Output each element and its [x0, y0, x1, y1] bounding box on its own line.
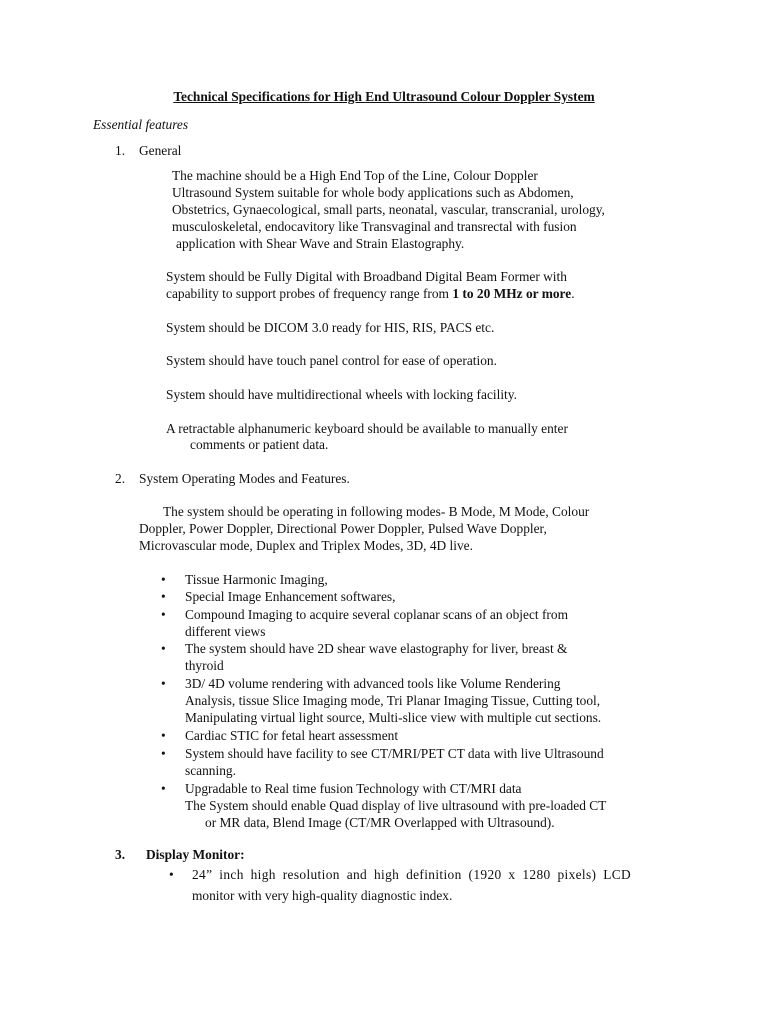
general-paragraph-line: Obstetrics, Gynaecological, small parts, neonatal, vascular, transcranial, urology,	[172, 202, 605, 217]
general-paragraph-line: musculoskeletal, endocavitory like Transvaginal and transrectal with fusion	[172, 219, 577, 234]
section-1-number: 1.	[115, 143, 126, 158]
frequency-range-period: .	[571, 286, 575, 301]
bullet-item-continuation: Manipulating virtual light source, Multi-slice view with multiple cut sections.	[185, 710, 602, 725]
modes-paragraph-line: The system should be operating in following modes- B Mode, M Mode, Colour	[163, 504, 590, 519]
bullet-item: 3D/ 4D volume rendering with advanced tools like Volume Rendering	[185, 676, 561, 691]
bullet-icon: •	[161, 728, 166, 743]
bullet-item: Compound Imaging to acquire several coplanar scans of an object from	[185, 607, 568, 622]
bullet-icon: •	[161, 676, 166, 691]
section-2-number: 2.	[115, 471, 126, 486]
display-monitor-line: 24” inch high resolution and high definition (1920 x 1280 pixels) LCD	[192, 867, 632, 882]
modes-paragraph-line: Doppler, Power Doppler, Directional Power Doppler, Pulsed Wave Doppler,	[139, 521, 547, 536]
frequency-range-text: capability to support probes of frequency range from	[166, 286, 453, 301]
bullet-icon: •	[161, 746, 166, 761]
dicom-line: System should be DICOM 3.0 ready for HIS, RIS, PACS etc.	[166, 320, 495, 335]
display-monitor-line: monitor with very high-quality diagnostic index.	[192, 888, 453, 903]
section-2-heading: System Operating Modes and Features.	[139, 471, 350, 486]
document-title: Technical Specifications for High End Ultrasound Colour Doppler System	[173, 89, 595, 104]
section-3-heading: Display Monitor:	[146, 847, 245, 862]
general-paragraph-line: application with Shear Wave and Strain Elastography.	[176, 236, 465, 251]
general-paragraph-line: The machine should be a High End Top of the Line, Colour Doppler	[172, 168, 538, 183]
quad-display-line: or MR data, Blend Image (CT/MR Overlapped with Ultrasound).	[205, 815, 555, 830]
keyboard-line: comments or patient data.	[190, 437, 329, 452]
digital-beam-former-line: System should be Fully Digital with Broadband Digital Beam Former with	[166, 269, 567, 284]
bullet-item: Cardiac STIC for fetal heart assessment	[185, 728, 399, 743]
frequency-range-line	[166, 285, 575, 302]
wheels-line: System should have multidirectional wheels with locking facility.	[166, 387, 517, 402]
bullet-item: The system should have 2D shear wave elastography for liver, breast &	[185, 641, 568, 656]
keyboard-line: A retractable alphanumeric keyboard should be available to manually enter	[166, 421, 568, 436]
bullet-item: Special Image Enhancement softwares,	[185, 589, 396, 604]
bullet-item: Tissue Harmonic Imaging,	[185, 572, 328, 587]
bullet-item-continuation: different views	[185, 624, 266, 639]
section-3-number: 3.	[115, 847, 126, 862]
bullet-item: System should have facility to see CT/MRI/PET CT data with live Ultrasound	[185, 746, 604, 761]
quad-display-line: The System should enable Quad display of live ultrasound with pre-loaded CT	[185, 798, 607, 813]
bullet-icon: •	[161, 641, 166, 656]
bullet-item-continuation: thyroid	[185, 658, 224, 673]
bullet-item-continuation: Analysis, tissue Slice Imaging mode, Tri Planar Imaging Tissue, Cutting tool,	[185, 693, 601, 708]
general-paragraph-line: Ultrasound System suitable for whole body applications such as Abdomen,	[172, 185, 574, 200]
bullet-item-continuation: scanning.	[185, 763, 236, 778]
bullet-item: Upgradable to Real time fusion Technology with CT/MRI data	[185, 781, 522, 796]
modes-paragraph-line: Microvascular mode, Duplex and Triplex Modes, 3D, 4D live.	[139, 538, 473, 553]
section-1-heading: General	[139, 143, 182, 158]
bullet-icon: •	[161, 781, 166, 796]
bullet-icon: •	[161, 607, 166, 622]
bullet-icon: •	[161, 589, 166, 604]
touch-panel-line: System should have touch panel control for ease of operation.	[166, 353, 497, 368]
frequency-range-value: 1 to 20 MHz or more	[452, 286, 572, 301]
bullet-icon: •	[161, 572, 166, 587]
bullet-icon: •	[169, 867, 174, 882]
essential-features-label: Essential features	[93, 117, 189, 132]
